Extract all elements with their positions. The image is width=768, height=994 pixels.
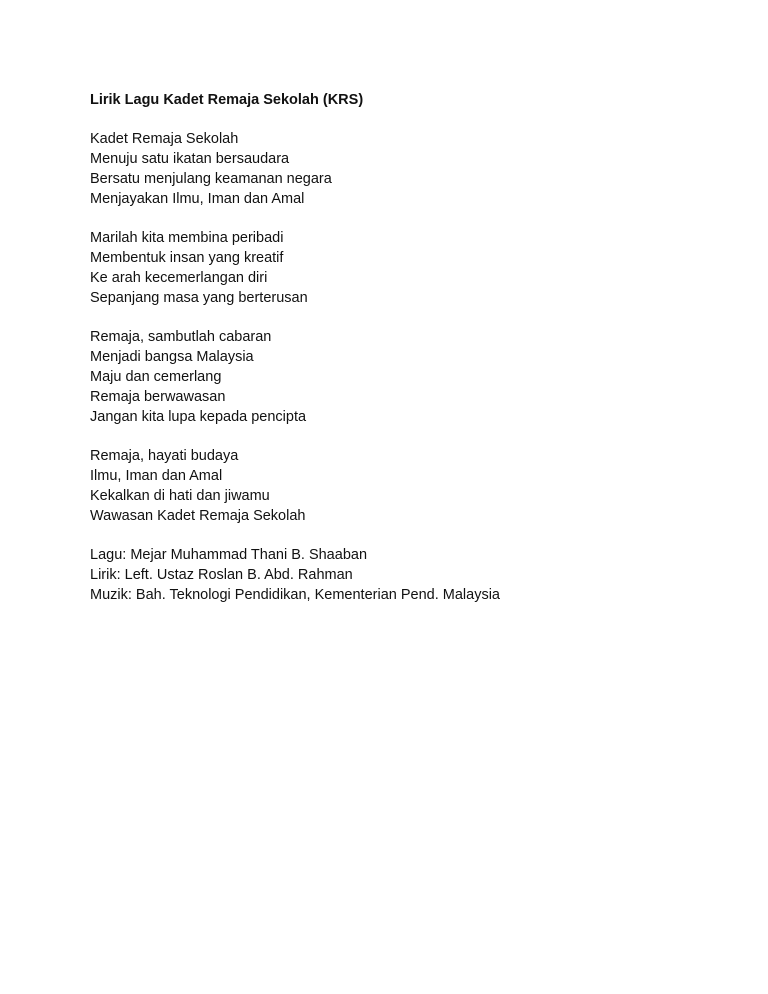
lyric-line: Sepanjang masa yang berterusan: [90, 290, 308, 306]
lyric-line: Wawasan Kadet Remaja Sekolah: [90, 508, 306, 524]
document-content: [90, 90, 730, 624]
song-credits: [90, 545, 730, 605]
lyric-line: Remaja, hayati budaya: [90, 448, 239, 464]
lyric-line: Remaja, sambutlah cabaran: [90, 329, 272, 345]
document-title: Lirik Lagu Kadet Remaja Sekolah (KRS): [90, 92, 364, 108]
lyrics-stanza-4: [90, 446, 730, 526]
lyric-line: Marilah kita membina peribadi: [90, 230, 284, 246]
lyric-line: Maju dan cemerlang: [90, 369, 222, 385]
lyric-line: Jangan kita lupa kepada pencipta: [90, 409, 307, 425]
credit-line-muzik: Muzik: Bah. Teknologi Pendidikan, Kementerian Pend. Malaysia: [90, 587, 500, 603]
lyric-line: Remaja berwawasan: [90, 389, 226, 405]
credit-line-lirik: Lirik: Left. Ustaz Roslan B. Abd. Rahman: [90, 567, 353, 583]
lyric-line: Kadet Remaja Sekolah: [90, 131, 239, 147]
lyrics-stanza-3: [90, 327, 730, 427]
lyrics-stanza-1: [90, 129, 730, 209]
lyrics-stanza-2: [90, 228, 730, 308]
lyric-line: Ke arah kecemerlangan diri: [90, 270, 268, 286]
lyric-line: Menuju satu ikatan bersaudara: [90, 151, 290, 167]
credit-line-lagu: Lagu: Mejar Muhammad Thani B. Shaaban: [90, 547, 368, 563]
lyric-line: Menjayakan Ilmu, Iman dan Amal: [90, 191, 305, 207]
lyric-line: Ilmu, Iman dan Amal: [90, 468, 223, 484]
lyric-line: Kekalkan di hati dan jiwamu: [90, 488, 270, 504]
lyric-line: Bersatu menjulang keamanan negara: [90, 171, 332, 187]
lyric-line: Menjadi bangsa Malaysia: [90, 349, 254, 365]
lyric-line: Membentuk insan yang kreatif: [90, 250, 284, 266]
